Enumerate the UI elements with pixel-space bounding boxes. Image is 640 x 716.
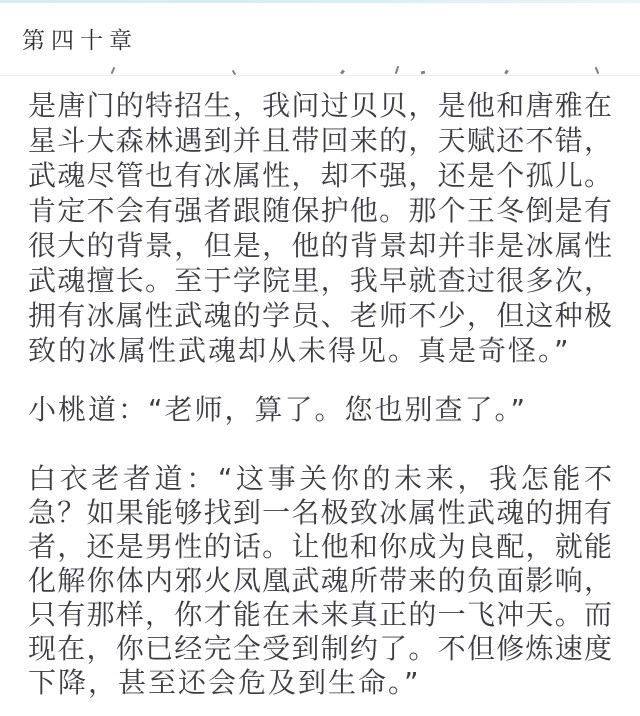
paragraph-xiaotao-dialogue bbox=[28, 392, 612, 427]
text-line: 星斗大森林遇到并且带回来的，天赋还不错， bbox=[28, 124, 612, 157]
text-line: 下降，甚至还会危及到生命。” bbox=[28, 666, 421, 699]
text-line: 拥有冰属性武魂的学员、老师不少，但这种极 bbox=[28, 299, 612, 332]
paragraph-elder-dialogue bbox=[28, 462, 612, 700]
clipped-text-remnant bbox=[395, 66, 399, 74]
clipped-text-remnant bbox=[504, 70, 509, 75]
text-line: 者，还是男性的话。让他和你成为良配，就能 bbox=[28, 530, 612, 563]
chapter-header bbox=[0, 0, 640, 76]
chapter-text-area[interactable] bbox=[0, 76, 640, 716]
chapter-title: 第四十章 bbox=[22, 28, 138, 54]
text-line: 是唐门的特招生，我问过贝贝，是他和唐雅在 bbox=[28, 89, 612, 122]
text-line: 白衣老者道：“这事关你的未来，我怎能不 bbox=[28, 462, 612, 495]
clipped-text-remnant bbox=[340, 70, 345, 75]
text-line: 肯定不会有强者跟随保护他。那个王冬倒是有 bbox=[28, 194, 612, 227]
text-line: 小桃道：“老师，算了。您也别查了。” bbox=[28, 393, 528, 426]
text-line: 致的冰属性武魂却从未得见。真是奇怪。” bbox=[28, 334, 571, 367]
clipped-text-remnant bbox=[421, 71, 426, 75]
text-line: 武魂尽管也有冰属性，却不强，还是个孤儿。 bbox=[28, 159, 612, 192]
text-line: 急？如果能够找到一名极致冰属性武魂的拥有 bbox=[28, 496, 612, 529]
text-line: 现在，你已经完全受到制约了。不但修炼速度 bbox=[28, 632, 612, 665]
clipped-text-remnant bbox=[111, 67, 116, 74]
clipped-text-remnant bbox=[232, 70, 236, 75]
top-accent-bar bbox=[0, 0, 640, 3]
text-line: 武魂擅长。至于学院里，我早就查过很多次， bbox=[28, 264, 612, 297]
clipped-text-remnant bbox=[595, 67, 599, 74]
text-line: 很大的背景，但是，他的背景却并非是冰属性 bbox=[28, 229, 612, 262]
paragraph-narration bbox=[28, 88, 612, 368]
text-line: 只有那样，你才能在未来真正的一飞冲天。而 bbox=[28, 598, 612, 631]
text-line: 化解你体内邪火凤凰武魂所带来的负面影响， bbox=[28, 564, 612, 597]
